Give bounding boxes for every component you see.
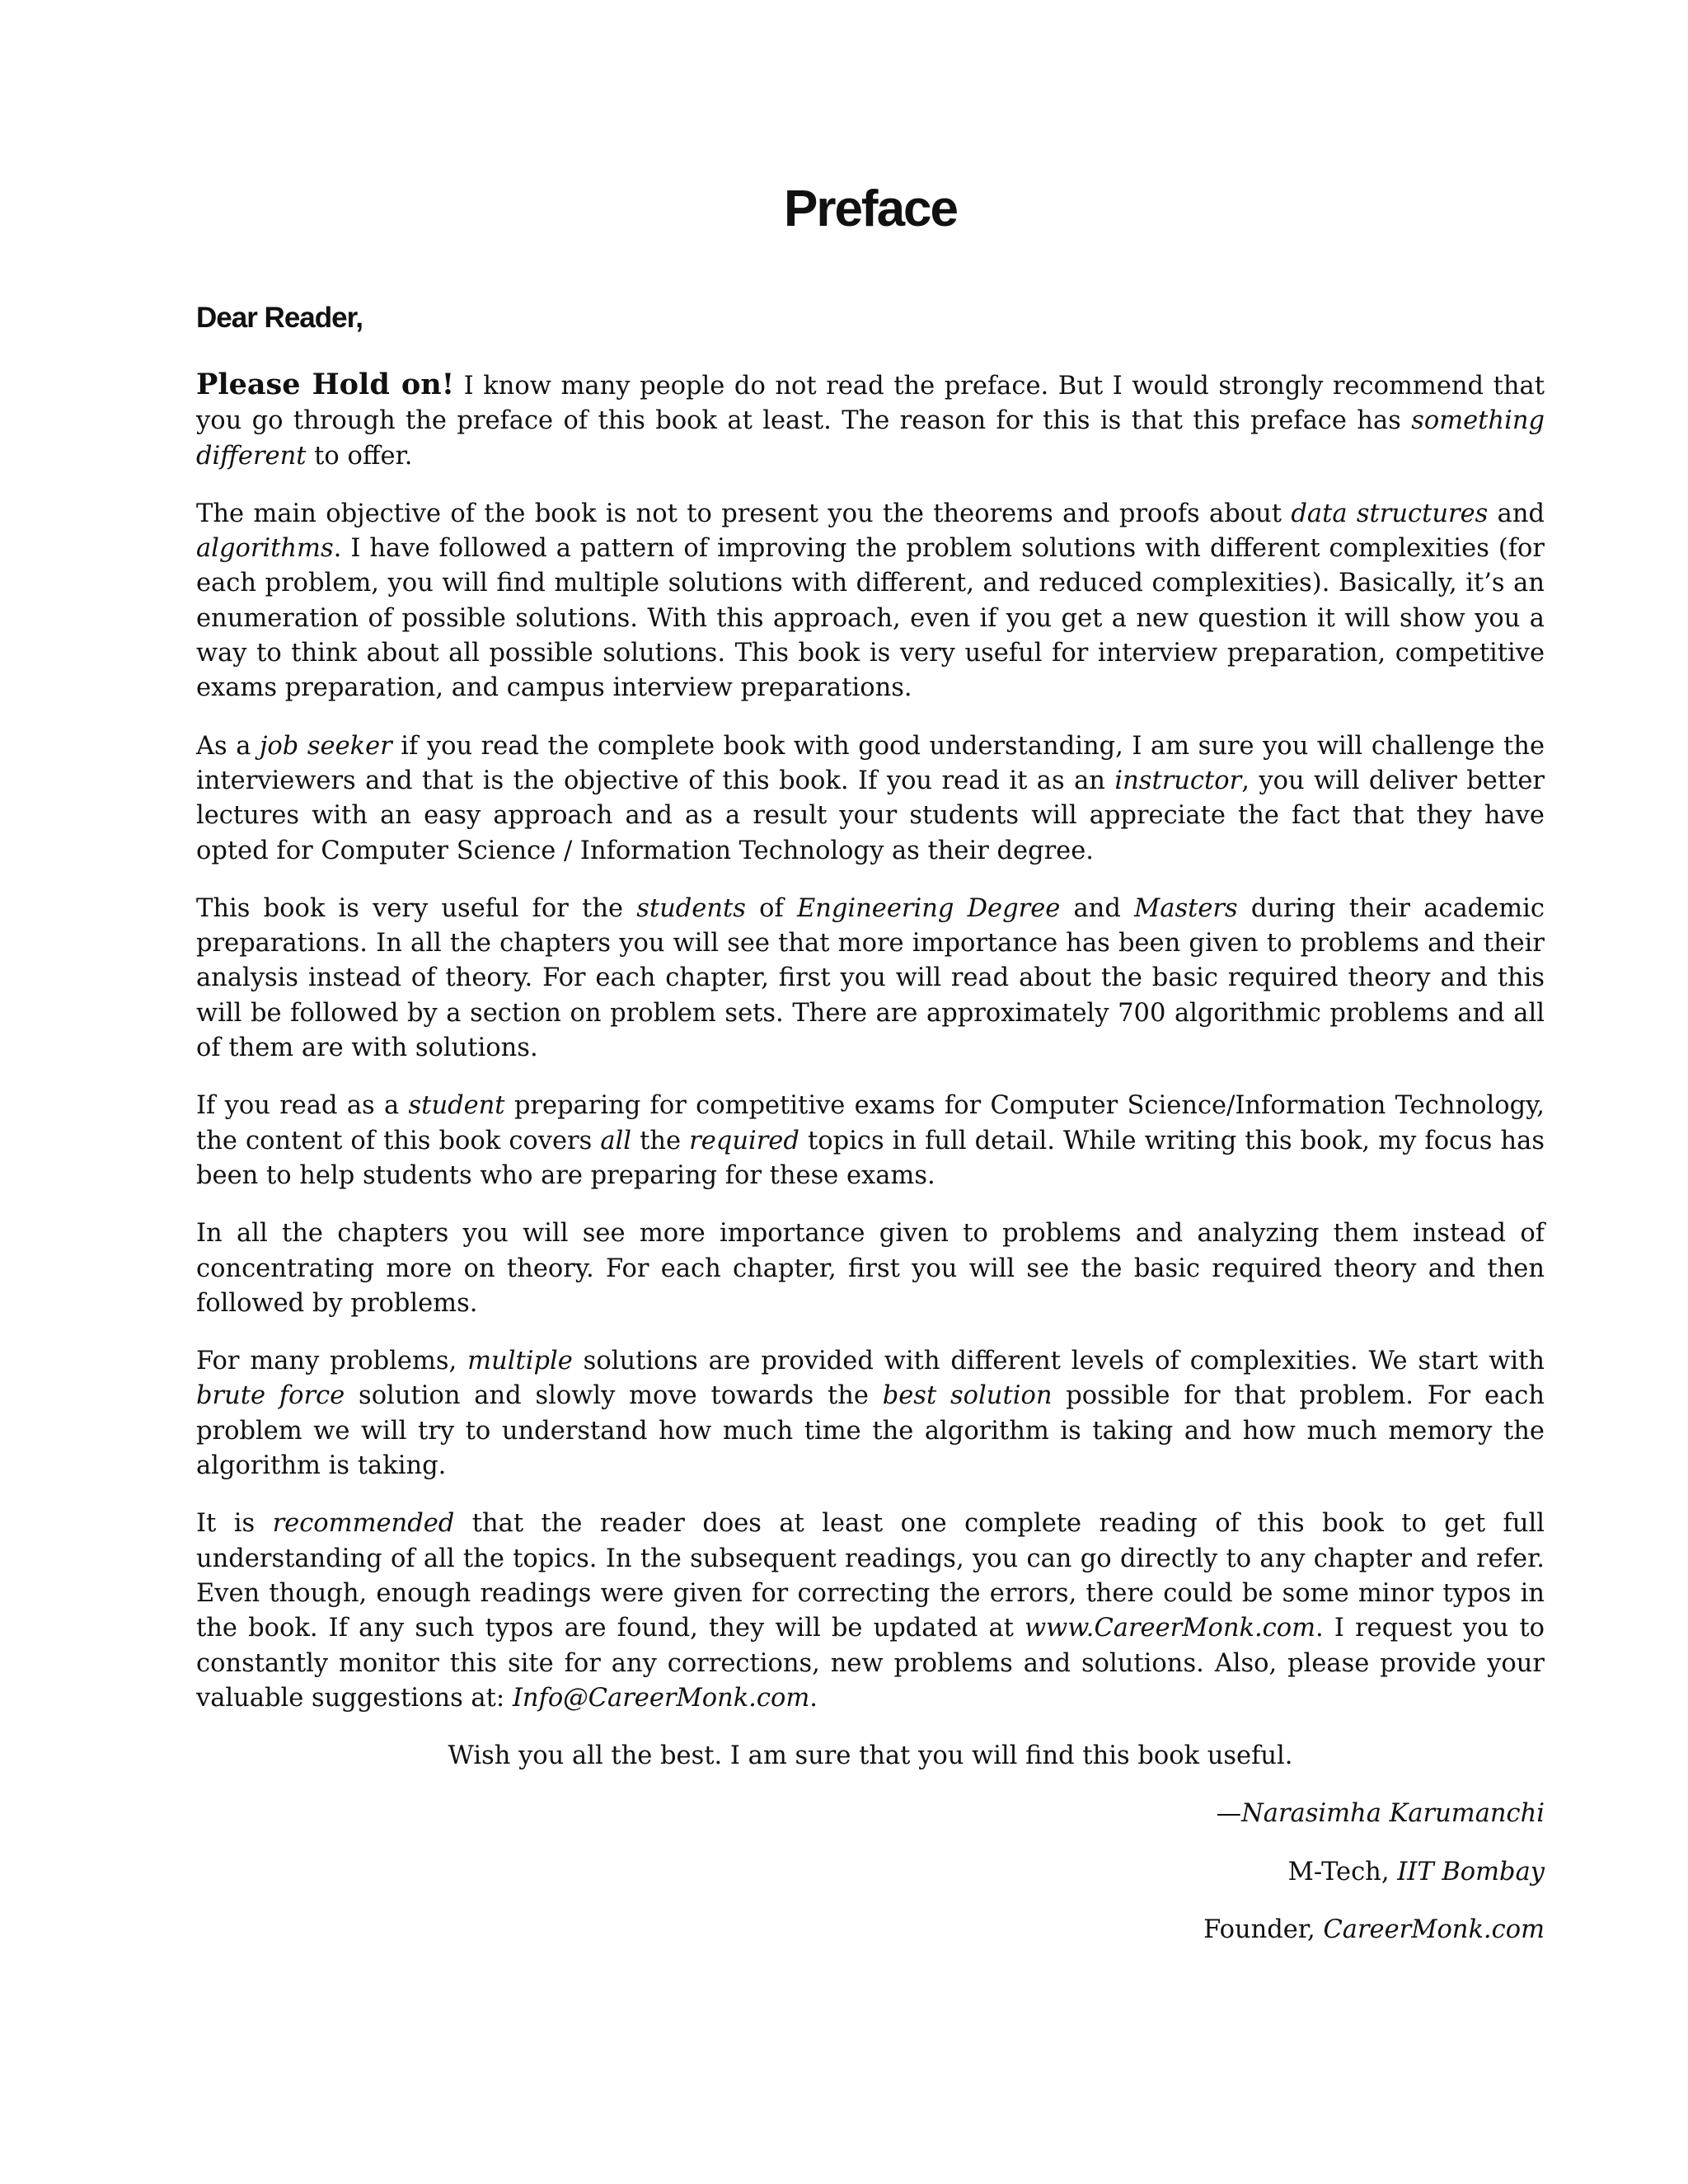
paragraph-8 <box>196 1507 1545 1716</box>
text: during their academic preparations. In all the chapters you will see that more importance has been given to problems and their analysis instead of theory. For each chapter, first you will read about the basic required theory and this will be followed by a section on problem sets. There are approximately 700 algorithmic problems and all of them are with solutions. <box>196 893 1545 1063</box>
emphasis: required <box>689 1126 799 1155</box>
emphasis: Masters <box>1134 893 1238 923</box>
signature-role <box>196 1913 1545 1947</box>
emphasis: job seeker <box>259 731 392 761</box>
text: and <box>1060 893 1135 923</box>
text: As a <box>196 731 260 761</box>
lead-punct: ! <box>441 368 455 401</box>
paragraph-3 <box>196 729 1545 869</box>
signature-name <box>196 1797 1545 1831</box>
emphasis: data structures <box>1291 499 1489 528</box>
text: solutions are provided with different levels of complexities. We start with <box>572 1347 1545 1376</box>
text: It is <box>196 1509 273 1539</box>
text: If you read as a <box>196 1091 409 1121</box>
text: possible for that problem. For each problem we will try to understand how much time the algorithm is taking and how much memory the algorithm is taking. <box>196 1381 1545 1481</box>
paragraph-5 <box>196 1089 1545 1193</box>
emphasis: brute force <box>196 1381 345 1411</box>
emphasis: multiple <box>467 1347 573 1376</box>
text: . <box>809 1683 818 1713</box>
paragraph-7 <box>196 1344 1545 1483</box>
lead-phrase: Please Hold on <box>196 368 442 401</box>
emphasis: all <box>600 1126 632 1155</box>
text: to offer. <box>306 441 413 471</box>
emphasis: something different <box>196 406 1545 471</box>
text: , you will deliver better lectures with an easy approach and as a result your students will appreciate the fact that they have opted for Computer Science / Information Technology as their degree. <box>196 766 1545 865</box>
paragraph-1 <box>196 368 1545 474</box>
text: solution and slowly move towards the <box>345 1381 883 1411</box>
paragraph-4 <box>196 892 1545 1066</box>
website-text: www.CareerMonk.com <box>1025 1614 1316 1643</box>
signature-dash: — <box>1216 1799 1242 1829</box>
text: . I request you to constantly monitor this site for any corrections, new problems and solutions. Also, please provide your valuable suggestions at: <box>196 1614 1545 1713</box>
text: In all the chapters you will see more importance given to problems and analyzing them instead of concentrating more on theory. For each chapter, first you will see the basic required theory and then followed by problems. <box>196 1219 1545 1318</box>
role-prefix: Founder, <box>1203 1915 1324 1944</box>
paragraph-2 <box>196 497 1545 706</box>
emphasis: best solution <box>882 1381 1053 1411</box>
degree-prefix: M-Tech, <box>1287 1857 1398 1886</box>
email-text: Info@CareerMonk.com <box>512 1683 810 1713</box>
emphasis: algorithms <box>196 534 334 564</box>
emphasis: Engineering Degree <box>796 893 1061 923</box>
text: For many problems, <box>196 1347 468 1376</box>
text: if you read the complete book with good understanding, I am sure you will challenge the interviewers and that is the objective of this book. If you read it as an <box>196 731 1545 795</box>
text: preparing for competitive exams for Computer Science/Information Technology, the content of this book covers <box>196 1091 1545 1155</box>
text: that the reader does at least one complete reading of this book to get full understanding of all the topics. In the subsequent readings, you can go directly to any chapter and refer. Even though, enough readings were given for correcting the errors, there could be some minor typos in the book. If any such typos are found, they will be updated at <box>196 1509 1545 1643</box>
text: topics in full detail. While writing this book, my focus has been to help students who are preparing for these exams. <box>196 1126 1545 1190</box>
text: the <box>631 1126 690 1155</box>
role-org: CareerMonk.com <box>1323 1915 1545 1944</box>
emphasis: student <box>408 1091 505 1121</box>
emphasis: recommended <box>272 1509 455 1539</box>
text: I know many people do not read the preface. But I would strongly recommend that you go through the preface of this book at least. The reason for this is that this preface has <box>196 372 1545 436</box>
emphasis: students <box>636 893 746 923</box>
text: This book is very useful for the <box>196 893 637 923</box>
author-name: Narasimha Karumanchi <box>1241 1799 1545 1829</box>
text: of <box>745 893 797 923</box>
text: The main objective of the book is not to present you the theorems and proofs about <box>196 499 1292 528</box>
emphasis: instructor <box>1114 766 1242 795</box>
preface-body <box>196 368 1545 1971</box>
paragraph-6 <box>196 1216 1545 1321</box>
closing-line: Wish you all the best. I am sure that you will find this book useful. <box>448 1741 1293 1771</box>
signature-degree <box>196 1855 1545 1890</box>
degree-school: IIT Bombay <box>1397 1857 1545 1886</box>
text: . I have followed a pattern of improving the problem solutions with different complexities (for each problem, you will find multiple solutions with different, and reduced complexities). Basically, it’s an enumeration of possible solutions. With this approach, even if you get a new question it will show you a way to think about all possible solutions. This book is very useful for interview preparation, competitive exams preparation, and campus interview preparations. <box>196 534 1545 703</box>
text: and <box>1488 499 1545 528</box>
page-title: Preface <box>783 180 958 237</box>
salutation: Dear Reader, <box>196 302 363 334</box>
